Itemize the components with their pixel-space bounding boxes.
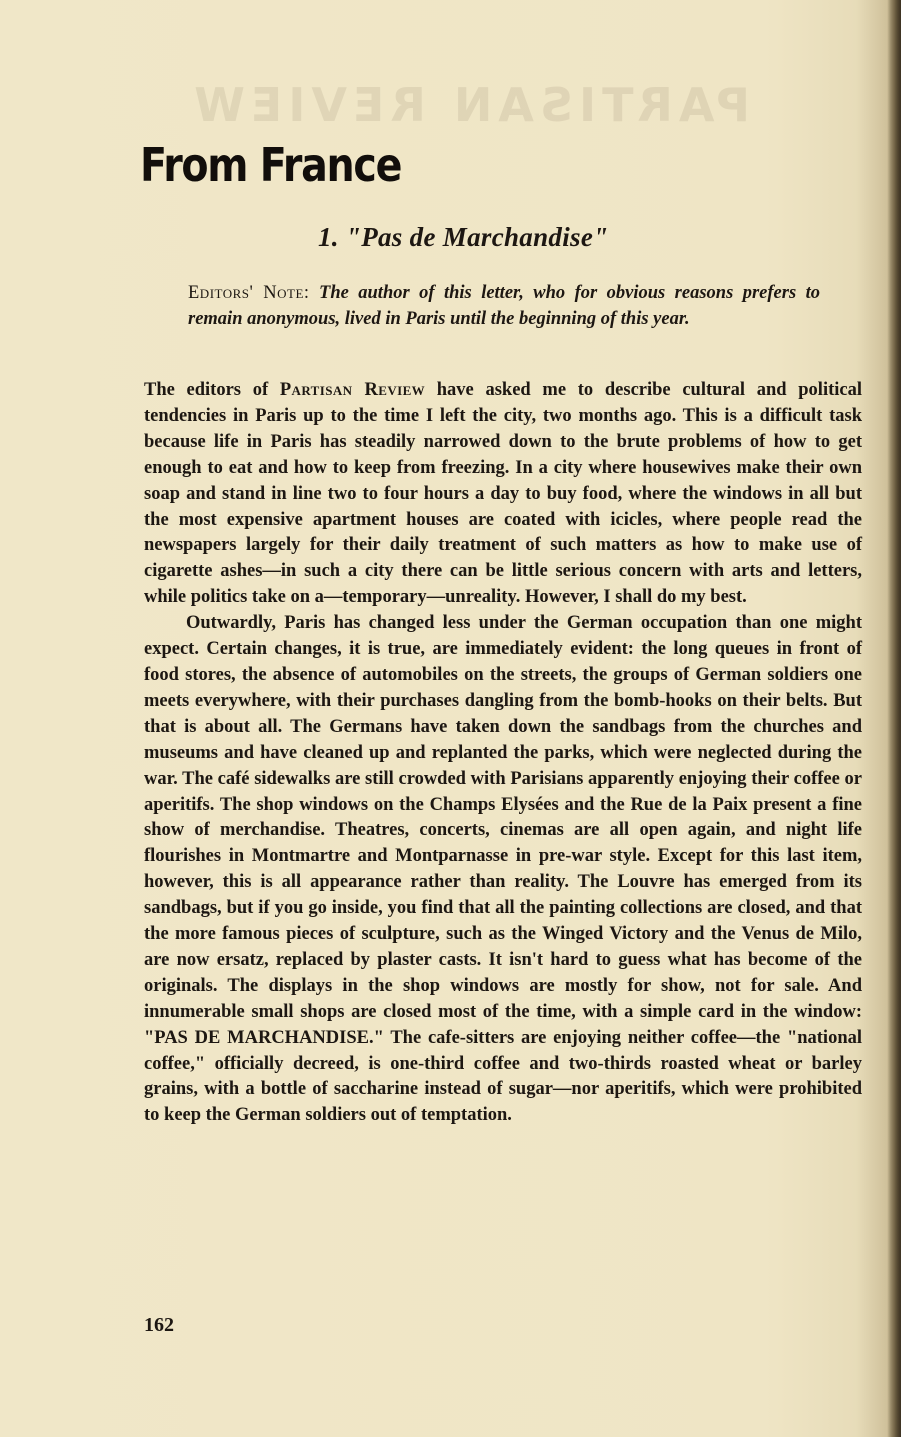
section-subtitle: 1. "Pas de Marchandise" [318,222,609,252]
paragraph-1 [144,378,862,611]
paragraph-1-start: The editors of [144,380,280,400]
editors-note-label: Editors' Note: [188,283,310,303]
page-number: 162 [144,1314,174,1336]
paragraph-1-rest: have asked me to describe cultural and political tendencies in Paris up to the time I left the city, two months ago. This is a difficult task because life in Paris has steadily narrowed down to the brute problems of how to get enough to eat and how to keep from freezing. In a city where housewives make their own soap and stand in line two to four hours a day to buy food, where the windows in all but the most expensive apartment houses are coated with icicles, where people read the newspapers largely for their daily treatment of such matters as how to make use of cigarette ashes—in such a city there can be little serious concern with arts and letters, while politics take on a—temporary—unreality. However, I shall do my best. [144,380,862,608]
editors-note [188,280,820,332]
magazine-name: Partisan Review [279,380,426,400]
editors-note-text: The author of this letter, who for obvious reasons prefers to remain anonymous, lived in Paris until the beginning of this year. [188,283,820,329]
page-title: From France [140,138,402,192]
show-through-text: PARTISAN REVIEW [188,78,750,132]
body-text [144,378,862,1129]
paragraph-2: Outwardly, Paris has changed less under the German occupation than one might expect. Certain changes, it is true, are immediately evident: the long queues in front of food stores, the absence of automobiles on the streets, the groups of German soldiers one meets everywhere, with their purchases dangling from the bomb-hooks on their belts. But that is about all. The Germans have taken down the sandbags from the churches and museums and have cleaned up and replanted the parks, which were neglected during the war. The café sidewalks are still crowded with Parisians apparently enjoying their coffee or aperitifs. The shop windows on the Champs Elysées and the Rue de la Paix present a fine show of merchandise. Theatres, concerts, cinemas are all open again, and night life flourishes in Montmartre and Montparnasse in pre-war style. Except for this last item, however, this is all appearance rather than reality. The Louvre has emerged from its sandbags, but if you go inside, you find that all the painting collections are closed, and that the more famous pieces of sculpture, such as the Winged Victory and the Venus de Milo, are now ersatz, replaced by plaster casts. It isn't hard to guess what has become of the originals. The displays in the shop windows are mostly for show, not for sale. And innumerable small shops are closed most of the time, with a simple card in the window: "PAS DE MARCHANDISE." The cafe-sitters are enjoying neither coffee—the "national coffee," officially decreed, is one-third coffee and two-thirds roasted wheat or barley grains, with a bottle of saccharine instead of sugar—nor aperitifs, which were prohibited to keep the German soldiers out of temptation. [144,613,862,1126]
book-spine-shadow [887,0,901,1437]
